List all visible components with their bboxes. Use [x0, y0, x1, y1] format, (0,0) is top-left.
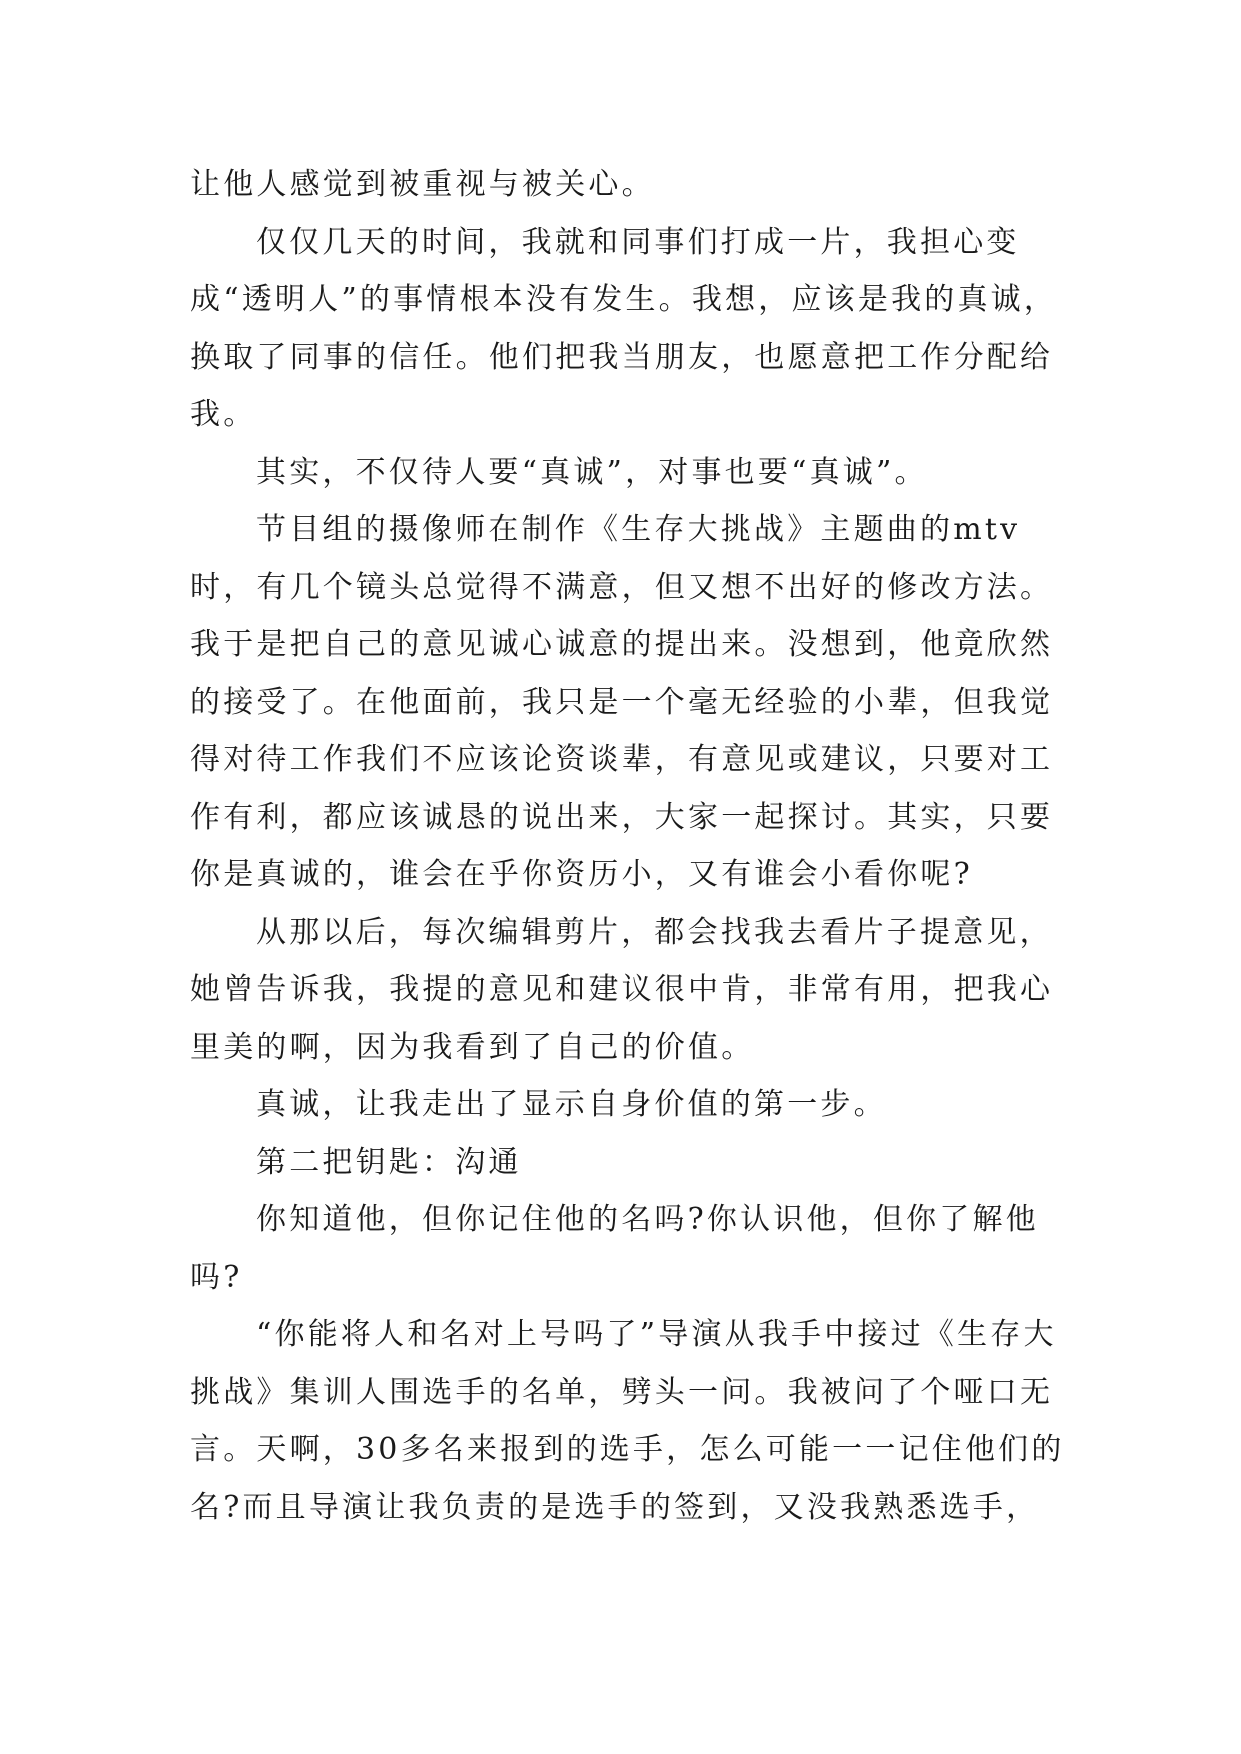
paragraph-2: 仅仅几天的时间，我就和同事们打成一片，我担心变成“透明人”的事情根本没有发生。我想，应该是我的真诚，换取了同事的信任。他们把我当朋友，也愿意把工作分配给我。	[190, 224, 1058, 432]
paragraph-7: 你知道他，但你记住他的名吗?你认识他，但你了解他吗?	[190, 1202, 1039, 1295]
paragraph-4: 节目组的摄像师在制作《生存大挑战》主题曲的mtv时，有几个镜头总觉得不满意，但又想不出好的修改方法。我于是把自己的意见诚心诚意的提出来。没想到，他竟欣然的接受了。在他面前，我只是一个毫无经验的小辈，但我觉得对待工作我们不应该论资谈辈，有意见或建议，只要对工作有利，都应该诚恳的说出来，大家一起探讨。其实，只要你是真诚的，谁会在乎你资历小，又有谁会小看你呢?	[190, 512, 1054, 892]
paragraph-6: 真诚，让我走出了显示自身价值的第一步。	[256, 1087, 887, 1122]
section-heading: 第二把钥匙：沟通	[256, 1144, 522, 1180]
body-text	[190, 156, 1070, 1536]
paragraph-1: 让他人感觉到被重视与被关心。	[190, 167, 655, 202]
paragraph-5: 从那以后，每次编辑剪片，都会找我去看片子提意见，她曾告诉我，我提的意见和建议很中肯，非常有用，把我心里美的啊，因为我看到了自己的价值。	[190, 914, 1054, 1065]
paragraph-3: 其实，不仅待人要“真诚”，对事也要“真诚”。	[256, 454, 928, 490]
paragraph-8: “你能将人和名对上号吗了”导演从我手中接过《生存大挑战》集训人围选手的名单，劈头一问。我被问了个哑口无言。天啊，30多名来报到的选手，怎么可能一一记住他们的名?而且导演让我负责的是选手的签到，又没我熟悉选手，	[190, 1317, 1065, 1525]
